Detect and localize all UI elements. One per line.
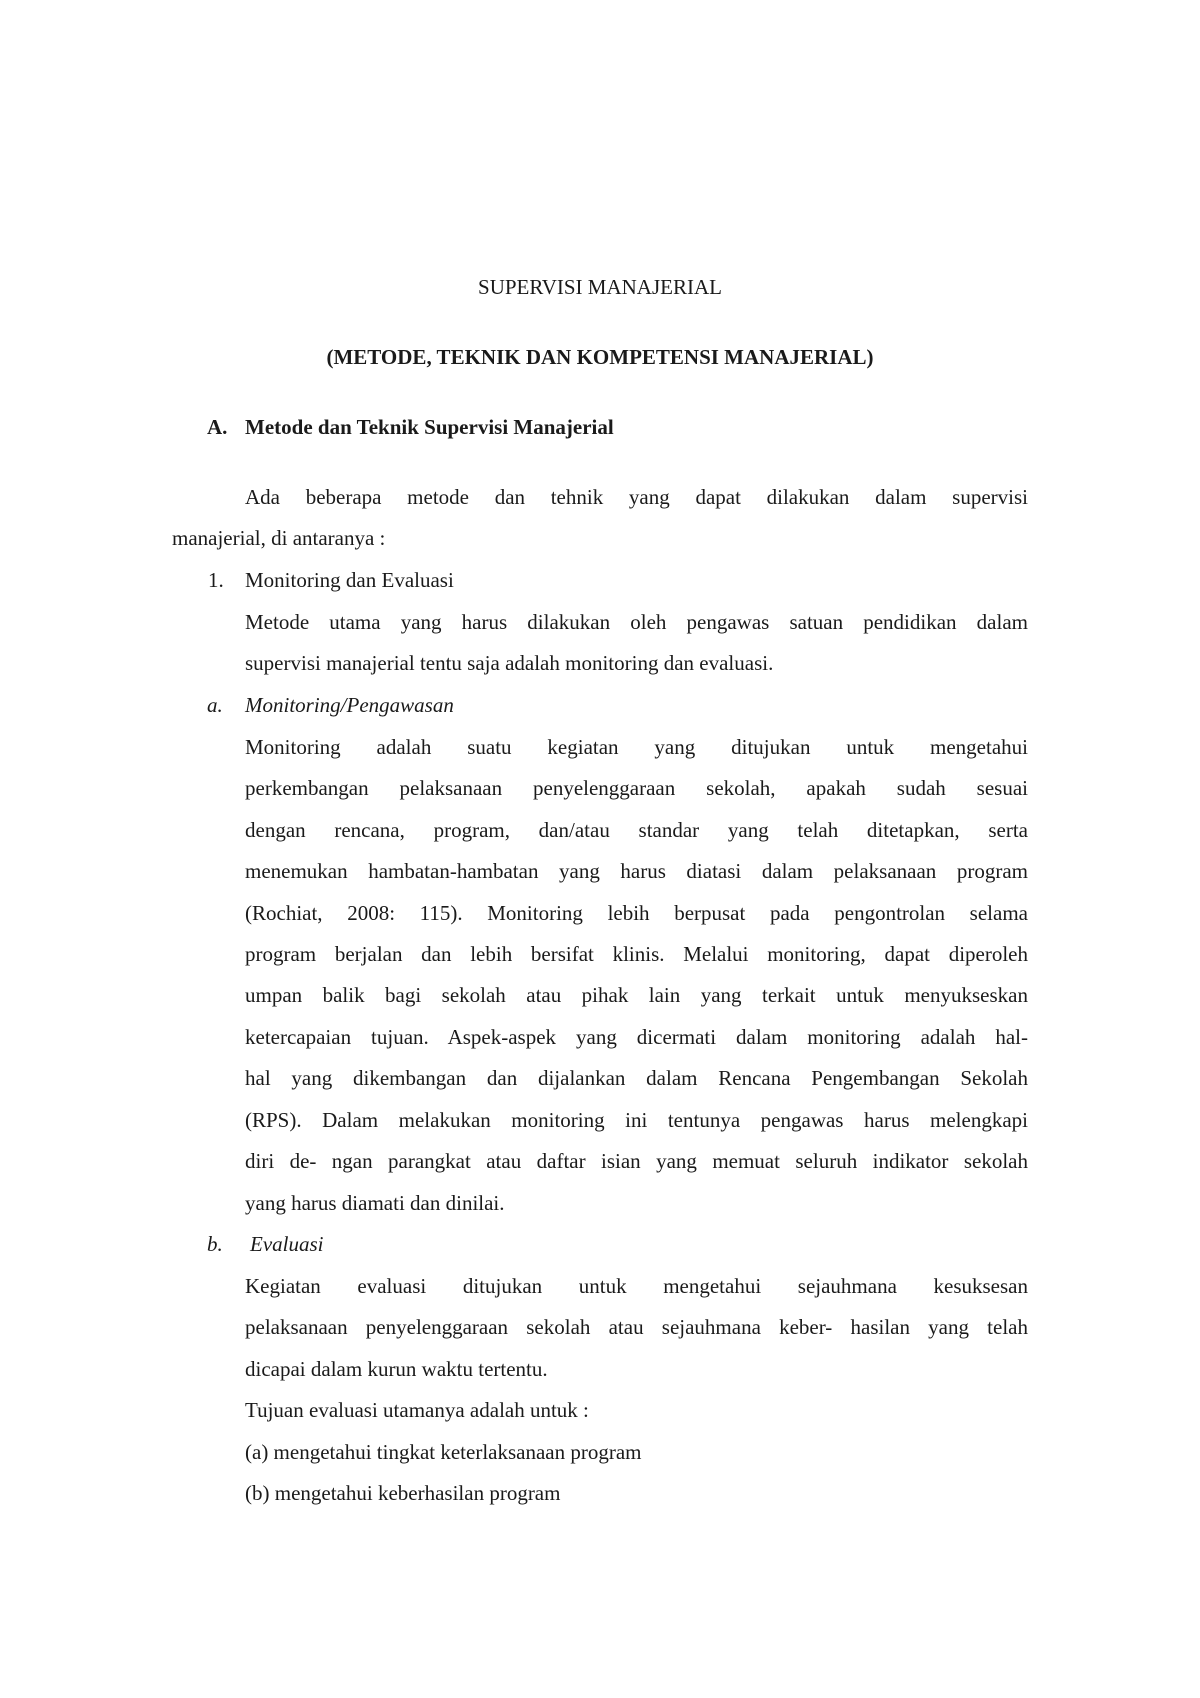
sub-b-purpose-item: (b) mengetahui keberhasilan program <box>245 1481 561 1505</box>
sub-b-purpose-item: (a) mengetahui tingkat keterlaksanaan program <box>245 1440 642 1464</box>
sub-a-line: diri de- ngan parangkat atau daftar isian yang memuat seluruh indikator sekolah <box>245 1149 1028 1173</box>
sub-b-line: Kegiatan evaluasi ditujukan untuk mengetahui sejauhmana kesuksesan <box>245 1274 1028 1298</box>
sub-a-line: (Rochiat, 2008: 115). Monitoring lebih berpusat pada pengontrolan selama <box>245 901 1028 925</box>
sub-a-line: menemukan hambatan-hambatan yang harus diatasi dalam pelaksanaan program <box>245 859 1028 883</box>
sub-a-line: perkembangan pelaksanaan penyelenggaraan sekolah, apakah sudah sesuai <box>245 776 1028 800</box>
sub-a-line: hal yang dikembangan dan dijalankan dalam Rencana Pengembangan Sekolah <box>245 1066 1028 1090</box>
document-subtitle: (METODE, TEKNIK DAN KOMPETENSI MANAJERIAL) <box>326 345 874 369</box>
sub-b-marker: b. <box>207 1232 223 1256</box>
item-1-line: supervisi manajerial tentu saja adalah monitoring dan evaluasi. <box>245 651 774 675</box>
sub-a-line: program berjalan dan lebih bersifat klinis. Melalui monitoring, dapat diperoleh <box>245 942 1028 966</box>
sub-a-heading: Monitoring/Pengawasan <box>245 693 454 717</box>
intro-line-2: manajerial, di antaranya : <box>172 526 386 550</box>
section-a-marker: A. <box>207 415 228 439</box>
sub-a-marker: a. <box>207 693 223 717</box>
item-1-heading: Monitoring dan Evaluasi <box>245 568 454 592</box>
sub-a-line: yang harus diamati dan dinilai. <box>245 1191 505 1215</box>
sub-b-line: pelaksanaan penyelenggaraan sekolah atau sejauhmana keber- hasilan yang telah <box>245 1315 1028 1339</box>
sub-a-line: (RPS). Dalam melakukan monitoring ini tentunya pengawas harus melengkapi <box>245 1108 1028 1132</box>
section-a-heading: Metode dan Teknik Supervisi Manajerial <box>245 415 614 439</box>
sub-b-heading: Evaluasi <box>250 1232 324 1256</box>
intro-line-1: Ada beberapa metode dan tehnik yang dapat dilakukan dalam supervisi <box>245 485 1028 509</box>
item-1-line: Metode utama yang harus dilakukan oleh pengawas satuan pendidikan dalam <box>245 610 1028 634</box>
sub-b-line: dicapai dalam kurun waktu tertentu. <box>245 1357 548 1381</box>
sub-a-line: Monitoring adalah suatu kegiatan yang ditujukan untuk mengetahui <box>245 735 1028 759</box>
sub-a-line: dengan rencana, program, dan/atau standar yang telah ditetapkan, serta <box>245 818 1028 842</box>
sub-b-purpose-intro: Tujuan evaluasi utamanya adalah untuk : <box>245 1398 589 1422</box>
sub-a-line: ketercapaian tujuan. Aspek-aspek yang dicermati dalam monitoring adalah hal- <box>245 1025 1028 1049</box>
item-1-marker: 1. <box>208 568 224 592</box>
document-title: SUPERVISI MANAJERIAL <box>478 275 722 299</box>
sub-a-line: umpan balik bagi sekolah atau pihak lain yang terkait untuk menyukseskan <box>245 983 1028 1007</box>
